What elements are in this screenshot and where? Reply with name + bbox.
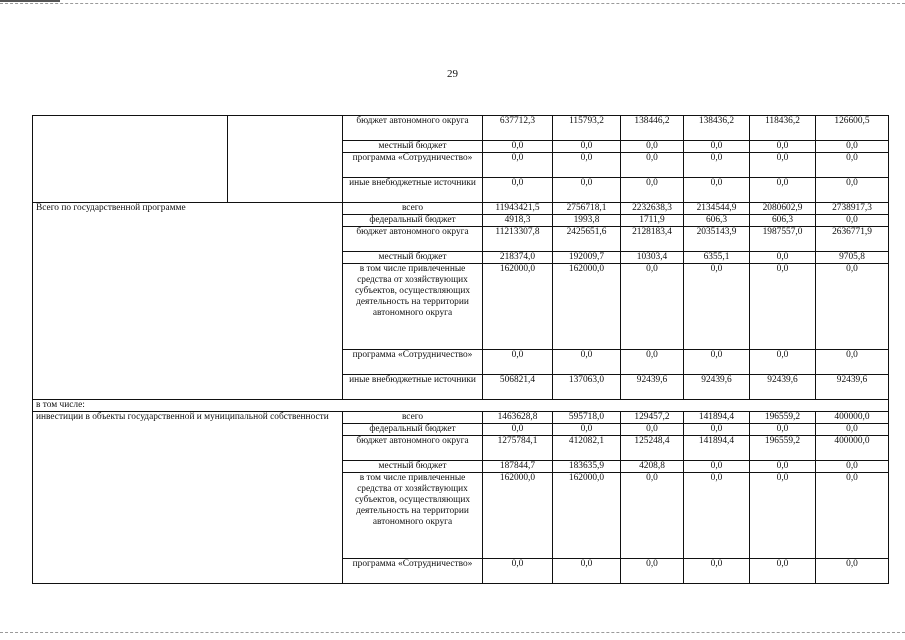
source-cell: иные внебюджетные источники [343,178,483,203]
source-cell: федеральный бюджет [343,215,483,227]
value-cell: 0,0 [621,350,684,375]
value-cell: 0,0 [684,141,750,153]
value-cell: 192009,7 [553,252,621,264]
value-cell: 0,0 [553,141,621,153]
value-cell: 0,0 [750,264,816,350]
value-cell: 0,0 [684,264,750,350]
value-cell: 2128183,4 [621,227,684,252]
value-cell: 1993,8 [553,215,621,227]
value-cell: 637712,3 [483,116,553,141]
source-cell: иные внебюджетные источники [343,375,483,400]
source-cell: в том числе привлеченные средства от хозяйствующих субъектов, осуществляющих деятельность на территории автономного округа [343,264,483,350]
row-label-empty [33,116,228,203]
value-cell: 606,3 [750,215,816,227]
value-cell: 0,0 [684,350,750,375]
value-cell: 0,0 [553,153,621,178]
value-cell: 0,0 [750,252,816,264]
value-cell: 92439,6 [684,375,750,400]
value-cell: 506821,4 [483,375,553,400]
table-row [33,116,889,141]
value-cell: 0,0 [483,424,553,436]
investments-label: инвестиции в объекты государственной и муниципальной собственности [33,412,343,584]
value-cell: 196559,2 [750,436,816,461]
value-cell: 0,0 [750,559,816,584]
source-cell: местный бюджет [343,252,483,264]
source-cell: программа «Сотрудничество» [343,350,483,375]
scan-edge-top [0,3,905,4]
value-cell: 162000,0 [483,264,553,350]
value-cell: 1275784,1 [483,436,553,461]
value-cell: 0,0 [553,350,621,375]
program-total-label: Всего по государственной программе [33,203,343,400]
value-cell: 2425651,6 [553,227,621,252]
value-cell: 400000,0 [816,412,889,424]
value-cell: 187844,7 [483,461,553,473]
value-cell: 0,0 [816,473,889,559]
value-cell: 2738917,3 [816,203,889,215]
table-row [33,412,889,424]
value-cell: 6355,1 [684,252,750,264]
value-cell: 0,0 [750,141,816,153]
value-cell: 126600,5 [816,116,889,141]
source-cell: программа «Сотрудничество» [343,559,483,584]
value-cell: 129457,2 [621,412,684,424]
section-subheading: в том числе: [33,400,889,412]
value-cell: 162000,0 [553,473,621,559]
value-cell: 2035143,9 [684,227,750,252]
source-cell: бюджет автономного округа [343,436,483,461]
value-cell: 0,0 [684,424,750,436]
value-cell: 183635,9 [553,461,621,473]
value-cell: 2080602,9 [750,203,816,215]
page-number: 29 [447,68,458,80]
value-cell: 115793,2 [553,116,621,141]
value-cell: 412082,1 [553,436,621,461]
value-cell: 0,0 [483,153,553,178]
value-cell: 162000,0 [483,473,553,559]
scan-corner-mark [0,0,60,8]
source-cell: бюджет автономного округа [343,227,483,252]
value-cell: 0,0 [483,178,553,203]
value-cell: 1987557,0 [750,227,816,252]
source-cell: всего [343,412,483,424]
value-cell: 125248,4 [621,436,684,461]
source-cell: программа «Сотрудничество» [343,153,483,178]
value-cell: 0,0 [816,350,889,375]
scan-edge-bottom [0,632,905,633]
value-cell: 0,0 [684,178,750,203]
value-cell: 0,0 [684,473,750,559]
value-cell: 0,0 [750,424,816,436]
value-cell: 2232638,3 [621,203,684,215]
value-cell: 138436,2 [684,116,750,141]
value-cell: 0,0 [816,264,889,350]
value-cell: 0,0 [621,559,684,584]
source-cell: бюджет автономного округа [343,116,483,141]
value-cell: 0,0 [684,153,750,178]
value-cell: 0,0 [621,178,684,203]
value-cell: 0,0 [483,350,553,375]
value-cell: 0,0 [621,473,684,559]
value-cell: 218374,0 [483,252,553,264]
value-cell: 0,0 [621,141,684,153]
value-cell: 0,0 [750,153,816,178]
value-cell: 0,0 [553,178,621,203]
table-row [33,203,889,215]
value-cell: 0,0 [816,461,889,473]
value-cell: 141894,4 [684,436,750,461]
value-cell: 4918,3 [483,215,553,227]
value-cell: 0,0 [684,461,750,473]
source-cell: местный бюджет [343,461,483,473]
value-cell: 141894,4 [684,412,750,424]
value-cell: 0,0 [816,141,889,153]
value-cell: 92439,6 [621,375,684,400]
value-cell: 2636771,9 [816,227,889,252]
row-sublabel-empty [228,116,343,203]
value-cell: 92439,6 [750,375,816,400]
value-cell: 0,0 [483,559,553,584]
value-cell: 0,0 [621,424,684,436]
value-cell: 0,0 [816,559,889,584]
source-cell: местный бюджет [343,141,483,153]
value-cell: 0,0 [483,141,553,153]
value-cell: 0,0 [816,215,889,227]
value-cell: 0,0 [750,461,816,473]
value-cell: 0,0 [553,424,621,436]
value-cell: 196559,2 [750,412,816,424]
budget-table [32,115,889,584]
value-cell: 92439,6 [816,375,889,400]
source-cell: федеральный бюджет [343,424,483,436]
value-cell: 0,0 [816,424,889,436]
value-cell: 0,0 [553,559,621,584]
value-cell: 595718,0 [553,412,621,424]
value-cell: 0,0 [621,264,684,350]
value-cell: 10303,4 [621,252,684,264]
value-cell: 0,0 [684,559,750,584]
value-cell: 2134544,9 [684,203,750,215]
value-cell: 606,3 [684,215,750,227]
value-cell: 137063,0 [553,375,621,400]
value-cell: 9705,8 [816,252,889,264]
value-cell: 1463628,8 [483,412,553,424]
value-cell: 0,0 [816,178,889,203]
value-cell: 0,0 [816,153,889,178]
value-cell: 0,0 [621,153,684,178]
source-cell: в том числе привлеченные средства от хозяйствующих субъектов, осуществляющих деятельность на территории автономного округа [343,473,483,559]
value-cell: 118436,2 [750,116,816,141]
value-cell: 0,0 [750,178,816,203]
value-cell: 11213307,8 [483,227,553,252]
source-cell: всего [343,203,483,215]
value-cell: 4208,8 [621,461,684,473]
value-cell: 11943421,5 [483,203,553,215]
value-cell: 162000,0 [553,264,621,350]
value-cell: 0,0 [750,350,816,375]
value-cell: 0,0 [750,473,816,559]
value-cell: 2756718,1 [553,203,621,215]
table-row [33,400,889,412]
value-cell: 400000,0 [816,436,889,461]
value-cell: 138446,2 [621,116,684,141]
value-cell: 1711,9 [621,215,684,227]
